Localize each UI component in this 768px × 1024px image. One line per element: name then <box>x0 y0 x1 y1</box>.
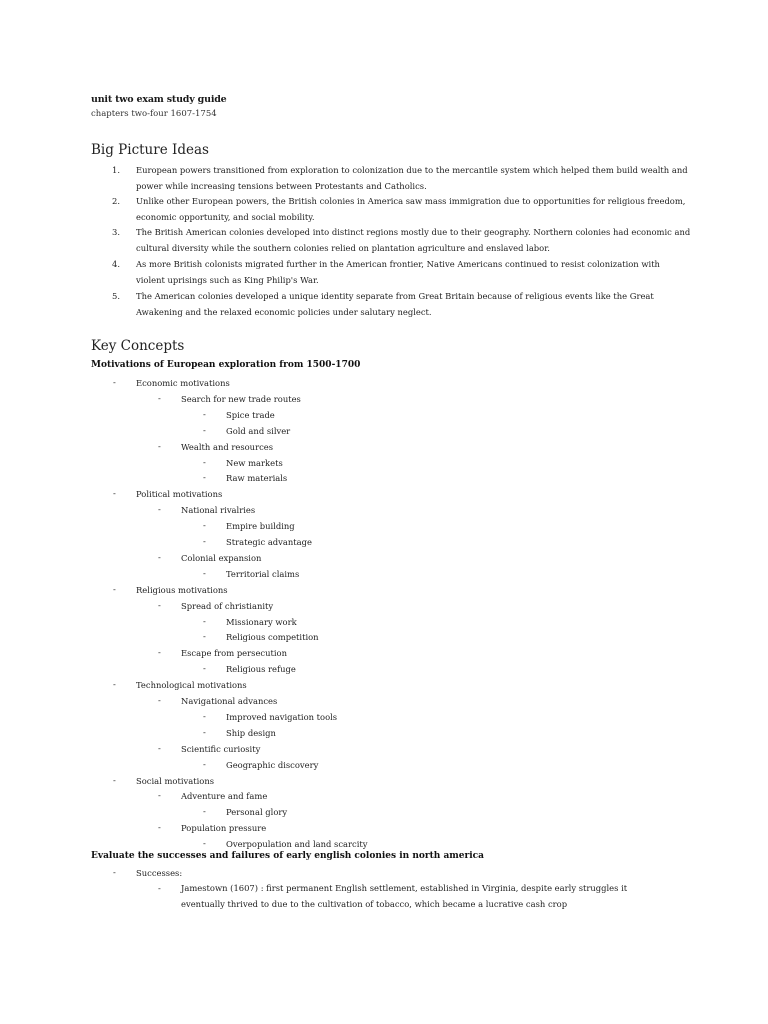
list-dash: - <box>203 806 206 817</box>
list-dash: - <box>158 440 161 451</box>
outline-item-level-2: Wealth and resources <box>181 441 274 452</box>
outline-item-level-1: Technological motivations <box>136 680 247 691</box>
list-dash: - <box>158 883 161 893</box>
list-dash: - <box>113 774 116 785</box>
list-dash: - <box>203 663 206 674</box>
outline-item-level-3: Religious refuge <box>226 664 296 675</box>
outline-item-level-3: Overpopulation and land scarcity <box>226 839 368 850</box>
outline-item-level-2: National rivalries <box>181 505 256 516</box>
list-dash: - <box>158 822 161 833</box>
outline-item-level-3: Territorial claims <box>226 568 300 579</box>
item-text: The American colonies developed a unique identity separate from Great Britain because of religious events like the Great Awakening and the relaxed economic policies under salutary neglect. <box>136 291 654 317</box>
doc-subtitle: chapters two-four 1607-1754 <box>91 109 217 119</box>
list-dash: - <box>203 472 206 483</box>
outline-item-level-2: Escape from persecution <box>181 648 287 659</box>
outline-item-level-3: Missionary work <box>226 616 297 627</box>
list-dash: - <box>158 504 161 515</box>
outline-item-level-2: Spread of christianity <box>181 600 274 611</box>
key-concepts-heading: Key Concepts <box>91 338 185 354</box>
item-number: 5. <box>112 291 120 301</box>
list-dash: - <box>113 377 116 387</box>
list-dash: - <box>158 742 161 753</box>
list-dash: - <box>203 726 206 737</box>
section-heading-motivations: Motivations of European exploration from 1500-1700 <box>91 360 361 370</box>
list-dash: - <box>203 408 206 419</box>
list-dash: - <box>113 679 116 690</box>
list-dash: - <box>203 456 206 467</box>
outline-item-level-2: Scientific curiosity <box>181 743 261 754</box>
list-dash: - <box>203 567 206 578</box>
outline-item-level-3: Improved navigation tools <box>226 711 338 722</box>
big-picture-heading: Big Picture Ideas <box>91 142 209 158</box>
list-dash: - <box>203 631 206 642</box>
outline-item-level-3: Personal glory <box>226 807 288 818</box>
list-dash: - <box>158 695 161 705</box>
list-dash: - <box>158 599 161 610</box>
item-number: 1. <box>112 165 120 175</box>
item-text: Unlike other European powers, the British colonies in America saw mass immigration due to opportunities for religious freedom, economic opportunity, and social mobility. <box>136 196 686 222</box>
list-dash: - <box>158 790 161 801</box>
list-dash: - <box>113 583 116 594</box>
outline-item-level-2: Search for new trade routes <box>181 393 301 404</box>
outline-item-level-2: Navigational advances <box>181 696 278 706</box>
outline-item-level-3: Ship design <box>226 727 276 738</box>
outline-item-level-3: Geographic discovery <box>226 759 319 770</box>
outline-item-level-2: Adventure and fame <box>181 791 268 802</box>
list-dash: - <box>203 710 206 721</box>
list-dash: - <box>158 392 161 403</box>
outline-item-level-2: Population pressure <box>181 823 267 834</box>
list-dash: - <box>158 551 161 562</box>
outline-item-level-2: Colonial expansion <box>181 552 262 563</box>
list-dash: - <box>158 647 161 658</box>
outline-item-level-3: Strategic advantage <box>226 537 312 547</box>
outline-item-level-3: Empire building <box>226 521 295 532</box>
item-text: As more British colonists migrated further in the American frontier, Native Americans continued to resist colonization with violent uprisings such as King Philip's War. <box>136 259 660 285</box>
successes-label: Successes: <box>136 868 183 878</box>
list-dash: - <box>203 536 206 546</box>
outline-item-level-1: Political motivations <box>136 489 223 500</box>
list-dash: - <box>203 838 206 849</box>
outline-item-level-1: Religious motivations <box>136 584 228 595</box>
outline-item-level-1: Social motivations <box>136 775 215 786</box>
list-dash: - <box>203 758 206 769</box>
list-dash: - <box>203 615 206 626</box>
outline-item-level-3: Spice trade <box>226 409 275 420</box>
list-dash: - <box>113 867 116 877</box>
outline-item-level-3: Raw materials <box>226 473 288 484</box>
outline-item-level-3: Gold and silver <box>226 425 291 436</box>
section-heading-colonies: Evaluate the successes and failures of early english colonies in north america <box>91 851 484 861</box>
item-text: The British American colonies developed into distinct regions mostly due to their geography. Northern colonies had economic and cultural diversity while the southern colonies relied on plantation agriculture and enslaved labor. <box>136 227 691 253</box>
outline-item-level-1: Economic motivations <box>136 378 230 388</box>
list-dash: - <box>203 520 206 531</box>
item-number: 4. <box>112 259 120 269</box>
outline-item-level-3: New markets <box>226 457 283 468</box>
jamestown-item: Jamestown (1607) : first permanent English settlement, established in Virginia, despite early struggles it eventually thrived to due to the cultivation of tobacco, which became a lucrative cash crop <box>181 883 628 909</box>
item-text: European powers transitioned from exploration to colonization due to the mercantile system which helped them build wealth and power while increasing tensions between Protestants and Catholics. <box>136 165 688 191</box>
doc-title: unit two exam study guide <box>91 94 227 105</box>
item-number: 3. <box>112 227 120 237</box>
list-dash: - <box>203 424 206 435</box>
outline-item-level-3: Religious competition <box>226 632 319 643</box>
item-number: 2. <box>112 196 120 206</box>
list-dash: - <box>113 488 116 499</box>
